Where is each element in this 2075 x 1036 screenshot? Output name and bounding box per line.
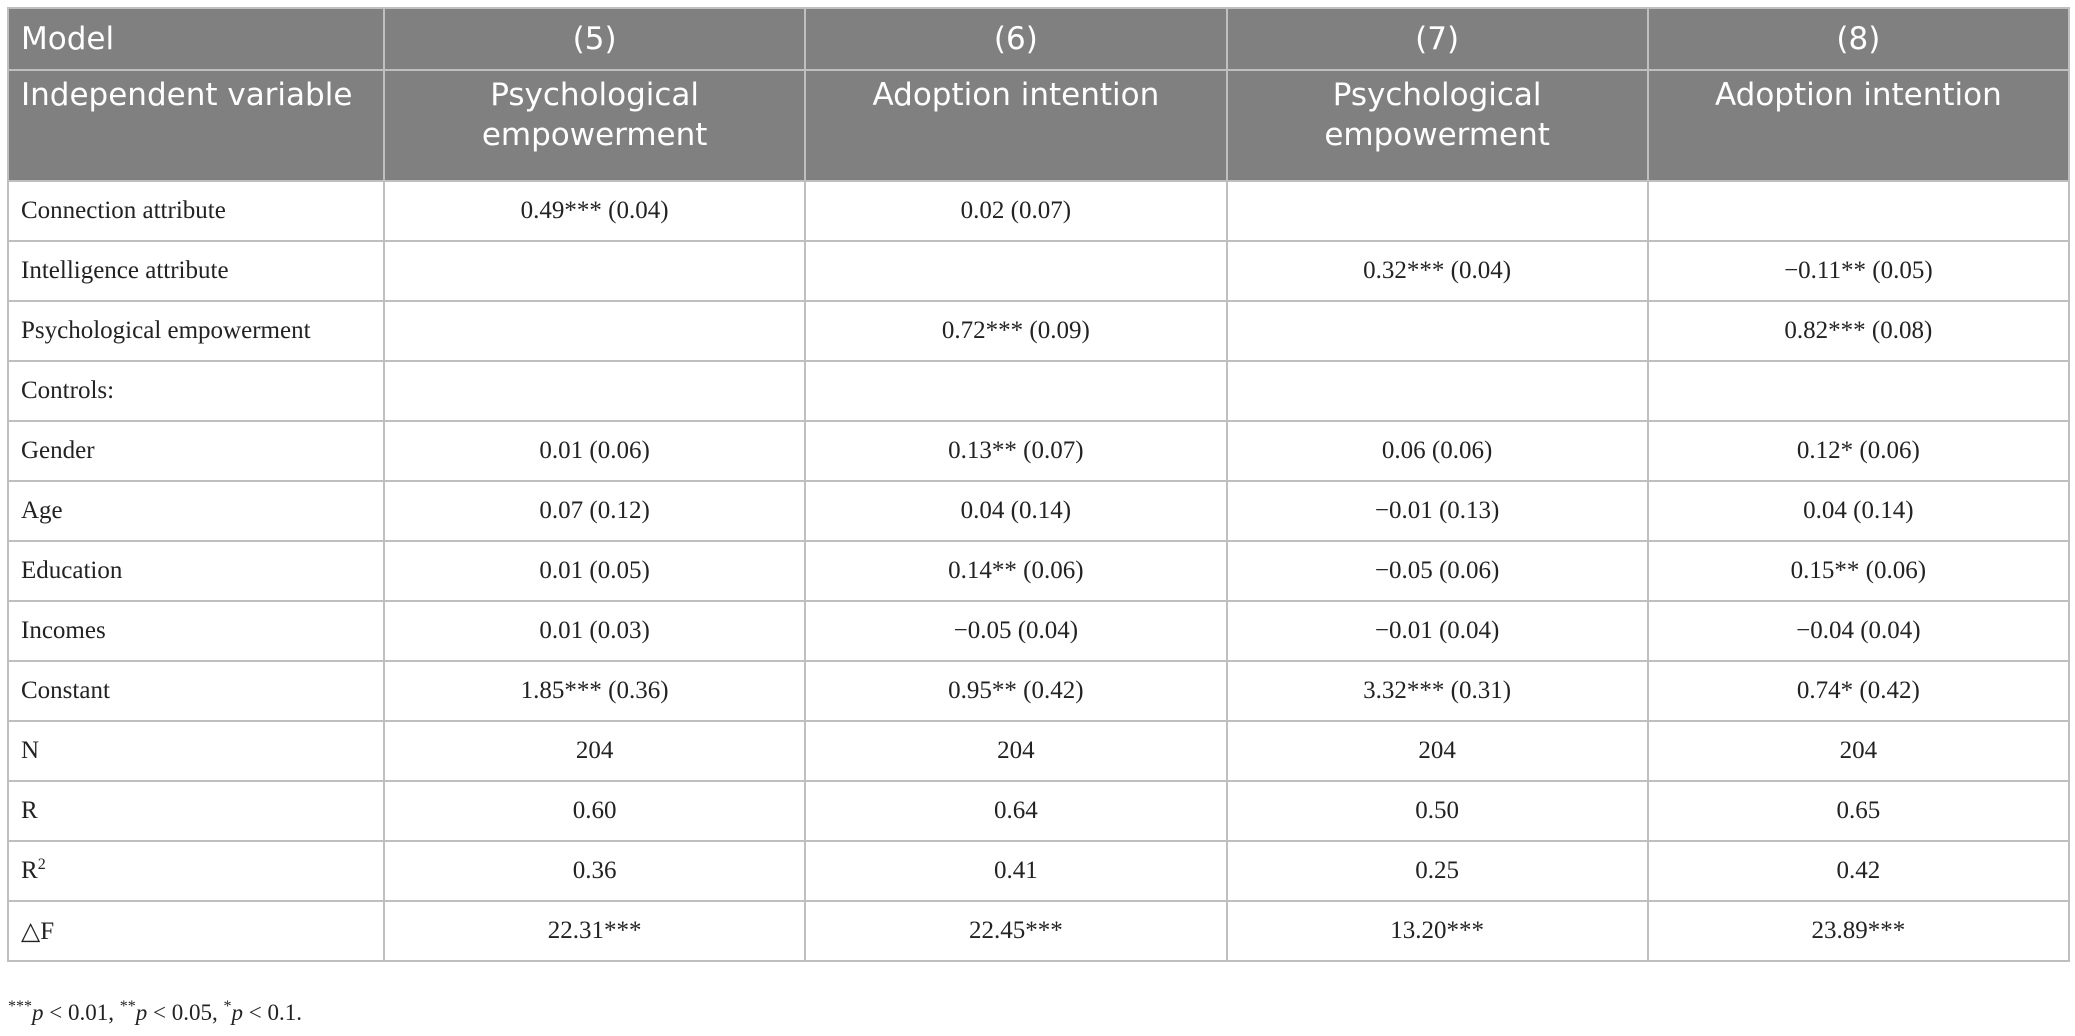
- table-row: [8, 181, 2069, 241]
- header-row-dependent: [8, 70, 2069, 181]
- cell-model-5: 22.31***: [384, 901, 805, 961]
- cell-model-6: −0.05 (0.04): [805, 601, 1226, 661]
- table-row: [8, 661, 2069, 721]
- cell-model-6: 0.41: [805, 841, 1226, 901]
- cell-model-7: 0.32*** (0.04): [1227, 241, 1648, 301]
- table-row: [8, 361, 2069, 421]
- cell-model-8: [1648, 181, 2069, 241]
- table-header: [8, 8, 2069, 181]
- cell-model-5: 0.07 (0.12): [384, 481, 805, 541]
- cell-model-5: 204: [384, 721, 805, 781]
- note-p: p: [135, 1000, 148, 1025]
- cell-model-7: [1227, 181, 1648, 241]
- cell-model-6: 204: [805, 721, 1226, 781]
- cell-model-8: 0.15** (0.06): [1648, 541, 2069, 601]
- significance-note: [8, 1000, 302, 1026]
- row-label-text: Incomes: [21, 617, 106, 644]
- table-row: [8, 901, 2069, 961]
- cell-model-6: 22.45***: [805, 901, 1226, 961]
- row-label: [8, 781, 384, 841]
- note-p: p: [231, 1000, 243, 1025]
- cell-model-7: 13.20***: [1227, 901, 1648, 961]
- row-label-text: Gender: [21, 437, 95, 464]
- cell-model-8: −0.11** (0.05): [1648, 241, 2069, 301]
- table-row: [8, 421, 2069, 481]
- table-row: [8, 481, 2069, 541]
- dependent-5-header: Psychological empowerment: [384, 70, 805, 181]
- cell-model-7: 0.25: [1227, 841, 1648, 901]
- row-label: [8, 661, 384, 721]
- table-row: [8, 721, 2069, 781]
- cell-model-5: [384, 241, 805, 301]
- cell-model-8: [1648, 361, 2069, 421]
- cell-model-7: [1227, 301, 1648, 361]
- model-label: Model: [8, 8, 384, 70]
- dependent-8-header: Adoption intention: [1648, 70, 2069, 181]
- note-stars: ***: [8, 998, 32, 1015]
- row-label-superscript: 2: [37, 856, 46, 873]
- cell-model-6: 0.95** (0.42): [805, 661, 1226, 721]
- cell-model-6: [805, 361, 1226, 421]
- cell-model-5: 0.01 (0.06): [384, 421, 805, 481]
- independent-variable-label: Independent variable: [8, 70, 384, 181]
- row-label: [8, 301, 384, 361]
- row-label-text: R: [21, 797, 38, 824]
- table-body: [8, 181, 2069, 961]
- cell-model-8: 0.65: [1648, 781, 2069, 841]
- model-5-header: (5): [384, 8, 805, 70]
- note-threshold: < 0.1.: [242, 1000, 302, 1025]
- dependent-6-header: Adoption intention: [805, 70, 1226, 181]
- cell-model-7: 204: [1227, 721, 1648, 781]
- table-row: [8, 601, 2069, 661]
- row-label-text: N: [21, 737, 40, 764]
- note-stars: *: [223, 998, 232, 1015]
- cell-model-6: 0.72*** (0.09): [805, 301, 1226, 361]
- row-label: [8, 601, 384, 661]
- cell-model-6: [805, 241, 1226, 301]
- cell-model-7: −0.01 (0.04): [1227, 601, 1648, 661]
- cell-model-8: 0.42: [1648, 841, 2069, 901]
- cell-model-5: 0.01 (0.03): [384, 601, 805, 661]
- cell-model-5: 0.49*** (0.04): [384, 181, 805, 241]
- cell-model-8: 0.12* (0.06): [1648, 421, 2069, 481]
- cell-model-7: 0.06 (0.06): [1227, 421, 1648, 481]
- row-label: [8, 421, 384, 481]
- table-row: [8, 781, 2069, 841]
- cell-model-5: 1.85*** (0.36): [384, 661, 805, 721]
- cell-model-6: 0.04 (0.14): [805, 481, 1226, 541]
- cell-model-8: 0.82*** (0.08): [1648, 301, 2069, 361]
- model-6-header: (6): [805, 8, 1226, 70]
- cell-model-7: −0.01 (0.13): [1227, 481, 1648, 541]
- table-row: [8, 541, 2069, 601]
- note-threshold: < 0.01,: [43, 1000, 120, 1025]
- row-label-text: Education: [21, 557, 123, 584]
- row-label: [8, 721, 384, 781]
- row-label: [8, 361, 384, 421]
- cell-model-8: 204: [1648, 721, 2069, 781]
- cell-model-5: [384, 301, 805, 361]
- table-row: [8, 241, 2069, 301]
- row-label: [8, 841, 384, 901]
- model-7-header: (7): [1227, 8, 1648, 70]
- row-label: [8, 481, 384, 541]
- cell-model-5: 0.60: [384, 781, 805, 841]
- cell-model-5: [384, 361, 805, 421]
- row-label-text: Controls:: [21, 377, 115, 404]
- row-label-text: Connection attribute: [21, 197, 226, 224]
- cell-model-8: −0.04 (0.04): [1648, 601, 2069, 661]
- cell-model-7: [1227, 361, 1648, 421]
- row-label: [8, 901, 384, 961]
- header-row-model: [8, 8, 2069, 70]
- note-stars: **: [119, 998, 136, 1015]
- cell-model-6: 0.64: [805, 781, 1226, 841]
- row-label: [8, 241, 384, 301]
- cell-model-6: 0.02 (0.07): [805, 181, 1226, 241]
- cell-model-7: 0.50: [1227, 781, 1648, 841]
- regression-table: [7, 7, 2070, 962]
- note-threshold: < 0.05,: [147, 1000, 224, 1025]
- note-p: p: [32, 1000, 44, 1025]
- row-label-text: Intelligence attribute: [21, 257, 229, 284]
- cell-model-5: 0.36: [384, 841, 805, 901]
- row-label-text: Age: [21, 497, 63, 524]
- cell-model-7: −0.05 (0.06): [1227, 541, 1648, 601]
- model-8-header: (8): [1648, 8, 2069, 70]
- row-label-text: Constant: [21, 677, 110, 704]
- table-row: [8, 301, 2069, 361]
- row-label: [8, 541, 384, 601]
- dependent-7-header: Psychological empowerment: [1227, 70, 1648, 181]
- cell-model-6: 0.14** (0.06): [805, 541, 1226, 601]
- cell-model-7: 3.32*** (0.31): [1227, 661, 1648, 721]
- row-label-text: △F: [21, 918, 55, 945]
- row-label: [8, 181, 384, 241]
- cell-model-5: 0.01 (0.05): [384, 541, 805, 601]
- cell-model-6: 0.13** (0.07): [805, 421, 1226, 481]
- row-label-text: Psychological empowerment: [21, 317, 311, 344]
- table-row: [8, 841, 2069, 901]
- cell-model-8: 0.74* (0.42): [1648, 661, 2069, 721]
- cell-model-8: 0.04 (0.14): [1648, 481, 2069, 541]
- row-label-text: R: [21, 857, 38, 884]
- cell-model-8: 23.89***: [1648, 901, 2069, 961]
